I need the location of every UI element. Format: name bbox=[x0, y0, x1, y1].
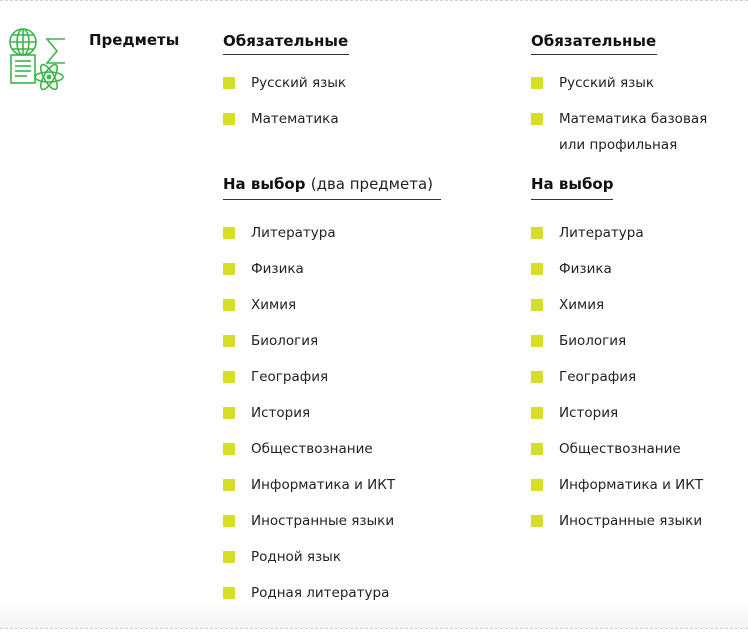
bullet-square-icon bbox=[223, 113, 235, 125]
elective-heading: На выбор (два предмета) bbox=[223, 175, 433, 193]
elective-note: (два предмета) bbox=[310, 175, 433, 193]
subject-label: Химия bbox=[559, 297, 605, 313]
subject-label: География bbox=[251, 369, 329, 385]
bottom-divider bbox=[0, 628, 748, 629]
bullet-square-icon bbox=[531, 77, 543, 89]
bullet-square-icon bbox=[531, 515, 543, 527]
bullet-square-icon bbox=[223, 479, 235, 491]
bullet-square-icon bbox=[223, 227, 235, 239]
bullet-square-icon bbox=[531, 263, 543, 275]
bullet-square-icon bbox=[223, 299, 235, 311]
elective-heading: На выбор bbox=[531, 175, 614, 193]
bullet-square-icon bbox=[223, 263, 235, 275]
subject-label: Математика базовая или профильная bbox=[559, 111, 708, 153]
subject-label: Информатика и ИКТ bbox=[251, 477, 396, 493]
subject-label: Обществознание bbox=[559, 441, 681, 457]
bullet-square-icon bbox=[223, 551, 235, 563]
mandatory-heading: Обязательные bbox=[223, 32, 349, 50]
subject-label: Иностранные языки bbox=[251, 513, 395, 529]
subject-label: Биология bbox=[559, 333, 627, 349]
subject-label: Математика bbox=[251, 111, 339, 127]
bullet-square-icon bbox=[223, 587, 235, 599]
bullet-square-icon bbox=[531, 299, 543, 311]
bullet-square-icon bbox=[531, 227, 543, 239]
bottom-shade bbox=[0, 600, 748, 628]
subject-label: География bbox=[559, 369, 637, 385]
heading-underline bbox=[223, 54, 349, 55]
subject-label: Родной язык bbox=[251, 549, 341, 565]
bullet-square-icon bbox=[531, 113, 543, 125]
bullet-square-icon bbox=[223, 515, 235, 527]
subject-label: История bbox=[559, 405, 619, 421]
subject-label: Родная литература bbox=[251, 585, 390, 601]
heading-underline bbox=[531, 199, 613, 200]
subject-label: Литература bbox=[559, 225, 644, 241]
top-divider bbox=[0, 0, 748, 1]
subject-label: Русский язык bbox=[559, 75, 655, 91]
subject-label: Обществознание bbox=[251, 441, 373, 457]
subject-label: История bbox=[251, 405, 311, 421]
heading-underline bbox=[223, 199, 441, 200]
subjects-logo-icon bbox=[5, 25, 71, 95]
bullet-square-icon bbox=[223, 77, 235, 89]
subject-label: Физика bbox=[251, 261, 304, 277]
bullet-square-icon bbox=[223, 443, 235, 455]
bullet-square-icon bbox=[531, 371, 543, 383]
bullet-square-icon bbox=[531, 443, 543, 455]
subject-label: Русский язык bbox=[251, 75, 347, 91]
subject-label: Иностранные языки bbox=[559, 513, 703, 529]
mandatory-heading: Обязательные bbox=[531, 32, 657, 50]
bullet-square-icon bbox=[223, 407, 235, 419]
bullet-square-icon bbox=[531, 335, 543, 347]
subject-label: Биология bbox=[251, 333, 319, 349]
bullet-square-icon bbox=[531, 407, 543, 419]
subject-label: Информатика и ИКТ bbox=[559, 477, 704, 493]
bullet-square-icon bbox=[223, 335, 235, 347]
section-title: Предметы bbox=[89, 31, 180, 49]
bullet-square-icon bbox=[531, 479, 543, 491]
subject-label: Литература bbox=[251, 225, 336, 241]
heading-underline bbox=[531, 54, 657, 55]
subject-label: Химия bbox=[251, 297, 297, 313]
subject-label: Физика bbox=[559, 261, 612, 277]
bullet-square-icon bbox=[223, 371, 235, 383]
